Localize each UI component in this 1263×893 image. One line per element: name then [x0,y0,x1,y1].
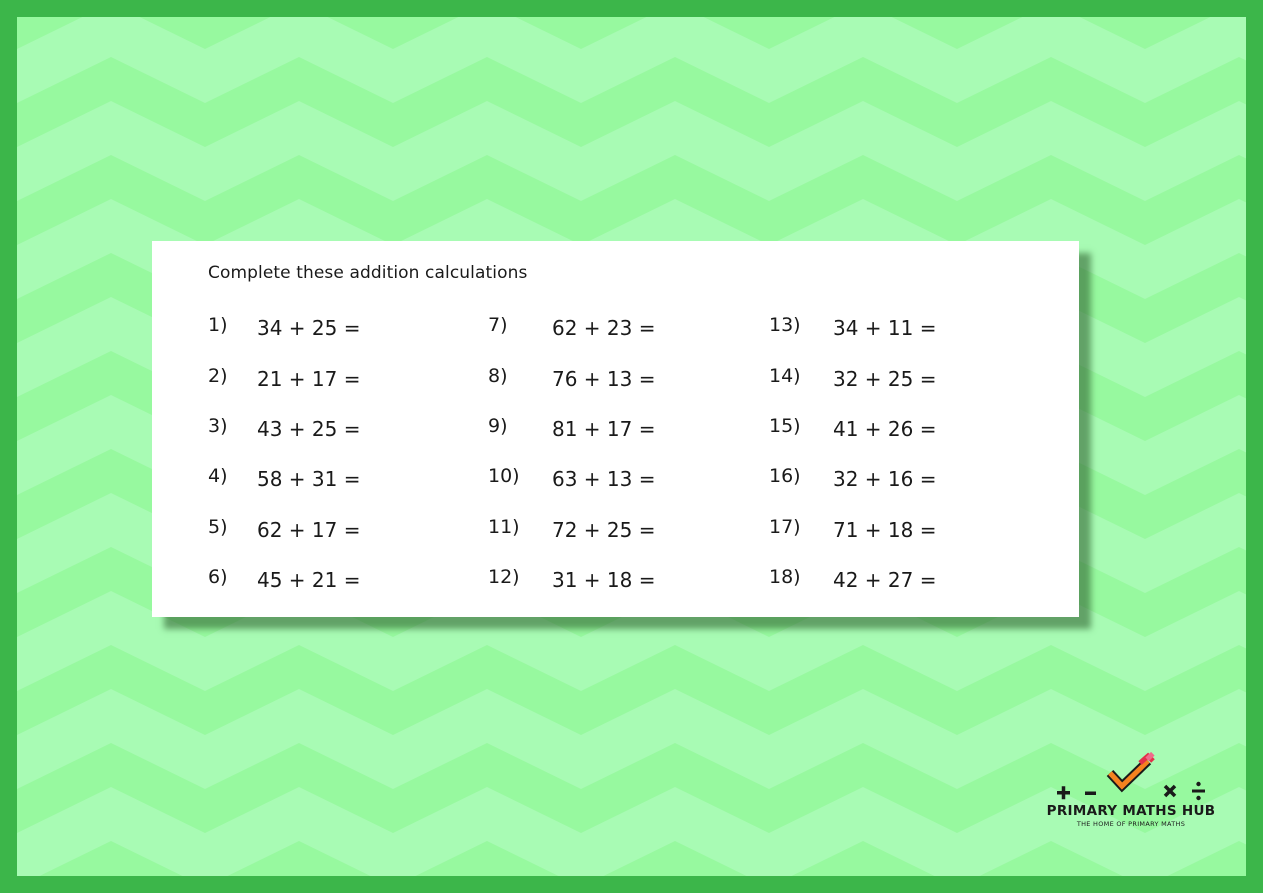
question-item [208,566,408,594]
question-expression: 42 + 27 = [833,568,937,592]
question-item [769,365,969,393]
question-number: 12) [488,566,520,588]
question-expression: 21 + 17 = [257,367,361,391]
plus-icon [1057,786,1070,799]
question-item [208,365,408,393]
question-expression: 76 + 13 = [552,367,656,391]
question-expression: 34 + 25 = [257,316,361,340]
question-expression: 31 + 18 = [552,568,656,592]
question-item [208,465,408,493]
question-number: 4) [208,465,228,487]
question-number: 8) [488,365,508,387]
question-item [769,465,969,493]
question-item [488,566,688,594]
question-expression: 62 + 23 = [552,316,656,340]
question-item [488,314,688,342]
question-number: 16) [769,465,801,487]
logo-brand-name: PRIMARY MATHS HUB [1046,803,1216,819]
question-expression: 81 + 17 = [552,417,656,441]
divide-icon [1192,782,1205,800]
logo-tagline: THE HOME OF PRIMARY MATHS [1076,820,1186,828]
question-number: 6) [208,566,228,588]
question-item [769,314,969,342]
question-number: 17) [769,516,801,538]
primary-maths-hub-logo [1040,752,1222,836]
question-item [208,314,408,342]
question-item [208,516,408,544]
question-number: 14) [769,365,801,387]
question-item [488,365,688,393]
question-number: 3) [208,415,228,437]
question-expression: 32 + 25 = [833,367,937,391]
question-expression: 43 + 25 = [257,417,361,441]
question-expression: 58 + 31 = [257,467,361,491]
question-number: 13) [769,314,801,336]
question-expression: 41 + 26 = [833,417,937,441]
question-expression: 72 + 25 = [552,518,656,542]
question-expression: 32 + 16 = [833,467,937,491]
worksheet-title: Complete these addition calculations [208,263,528,283]
question-number: 2) [208,365,228,387]
question-item [488,516,688,544]
question-expression: 71 + 18 = [833,518,937,542]
times-icon [1165,786,1175,796]
question-expression: 62 + 17 = [257,518,361,542]
question-number: 5) [208,516,228,538]
question-number: 1) [208,314,228,336]
question-number: 18) [769,566,801,588]
minus-icon [1085,792,1096,796]
question-item [769,566,969,594]
question-item [769,415,969,443]
question-number: 9) [488,415,508,437]
question-number: 15) [769,415,801,437]
question-expression: 63 + 13 = [552,467,656,491]
question-item [488,465,688,493]
tick-icon [1110,752,1155,786]
question-number: 11) [488,516,520,538]
question-item [488,415,688,443]
question-number: 10) [488,465,520,487]
worksheet-card [152,241,1079,617]
question-expression: 34 + 11 = [833,316,937,340]
question-item [208,415,408,443]
question-number: 7) [488,314,508,336]
question-expression: 45 + 21 = [257,568,361,592]
question-item [769,516,969,544]
